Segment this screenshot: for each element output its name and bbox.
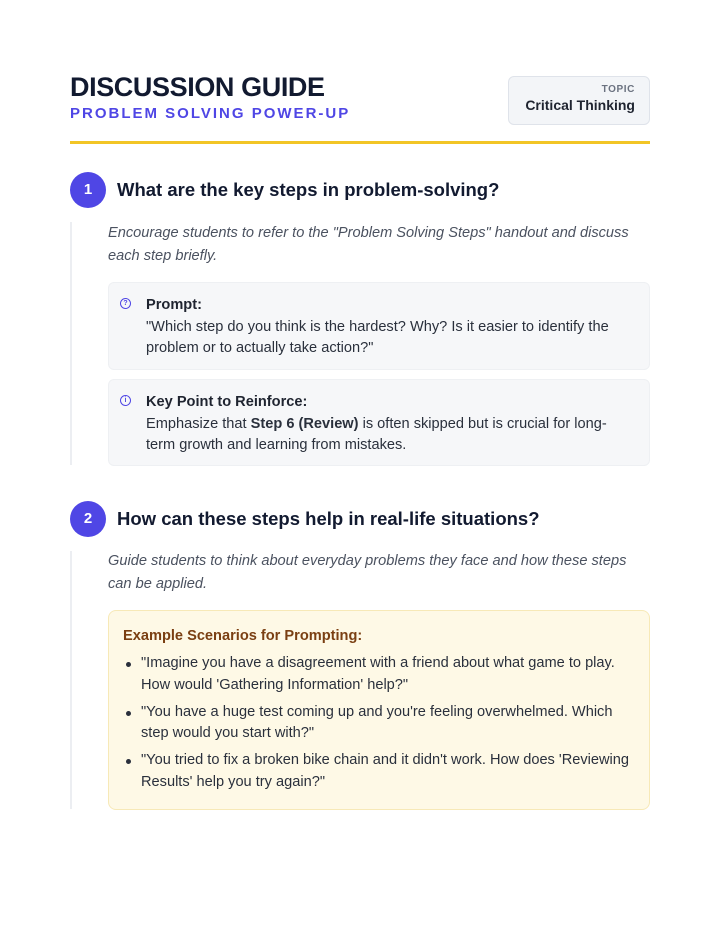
topic-label: TOPIC [601, 84, 635, 95]
scenarios-list [123, 653, 635, 799]
scenarios-box [108, 610, 650, 810]
question-divider-line [70, 551, 72, 809]
page-header [70, 72, 650, 144]
key-point-text: Emphasize that Step 6 (Review) is often skipped but is crucial for long-term growth and learning from mistakes. [146, 415, 607, 453]
key-point-highlight: Step 6 (Review) [250, 415, 359, 432]
info-circle-icon: i [120, 395, 131, 406]
question-intro: Encourage students to refer to the "Problem Solving Steps" handout and discuss each step briefly. [108, 225, 629, 264]
prompt-label: Prompt: [146, 297, 202, 313]
question-title: What are the key steps in problem-solving? [117, 179, 500, 200]
prompt-box [108, 282, 650, 370]
question-intro: Guide students to think about everyday problems they face and how these steps can be applied. [108, 553, 627, 592]
question-divider-line [70, 222, 72, 465]
scenario-item: "Imagine you have a disagreement with a friend about what game to play. How would 'Gathering Information' help?" [123, 653, 635, 696]
topic-card [508, 76, 650, 125]
key-point-box [108, 379, 650, 466]
page-title: DISCUSSION GUIDE [70, 72, 325, 102]
header-divider [70, 141, 650, 144]
prompt-text: "Which step do you think is the hardest? Why? Is it easier to identify the problem or to actually take action?" [146, 318, 609, 356]
topic-value: Critical Thinking [525, 97, 635, 113]
question-number-badge: 1 [70, 172, 106, 208]
question-number-badge: 2 [70, 501, 106, 537]
question-title: How can these steps help in real-life situations? [117, 508, 540, 529]
scenario-item: "You have a huge test coming up and you're feeling overwhelmed. Which step would you start with?" [123, 702, 635, 745]
scenarios-title: Example Scenarios for Prompting: [123, 628, 363, 644]
scenario-item: "You tried to fix a broken bike chain and it didn't work. How does 'Reviewing Results' help you try again?" [123, 750, 635, 793]
page-subtitle: PROBLEM SOLVING POWER-UP [70, 105, 351, 122]
key-point-label: Key Point to Reinforce: [146, 394, 308, 410]
question-circle-icon: ? [120, 298, 131, 309]
